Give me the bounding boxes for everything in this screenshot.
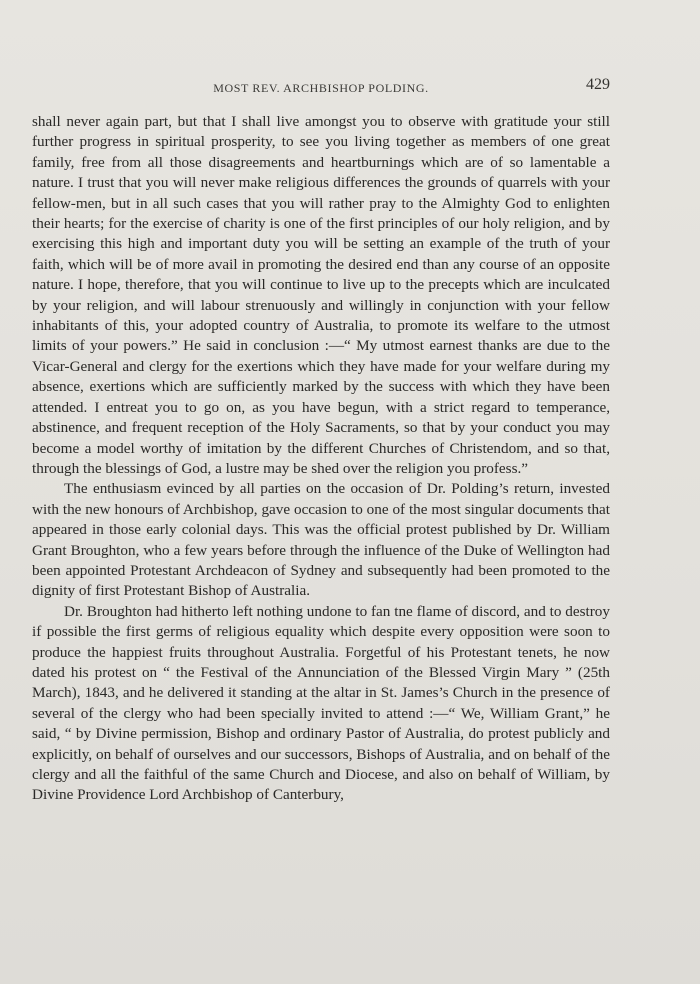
paragraph-continued: shall never again part, but that I shall live amongst you to observe with gratitude your still further progress in spiritual prosperity, to see you living together as members of one great family, free from all those disagreements and heartburnings which are of so lamentable a nature. I trust that you will never make religious differences the grounds of quarrels with your fellow-men, but in all such cases that you will rather pray to the Almighty God to enlighten their hearts; for the exercise of charity is one of the first principles of our holy religion, and by exercising this high and important duty you will be setting an example of the truth of your faith, which will be of more avail in promoting the desired end than any course of an opposite nature. I hope, therefore, that you will continue to live up to the precepts which are inculcated by your religion, and will labour strenuously and willingly in conjunction with your fellow inhabitants of this, your adopted country of Australia, to promote its welfare to the utmost limits of your powers.” He said in conclusion :—“ My utmost earnest thanks are due to the Vicar-General and clergy for the exertions which they have made for your welfare during my absence, exertions which are sufficiently marked by the success with which they have been attended. I entreat you to go on, as you have begun, with a strict regard to temperance, abstinence, and frequent reception of the Holy Sacraments, so that by your conduct you may become a model worthy of imitation by the different Churches of Christendom, and so that, through the blessings of God, a lustre may be shed over the religion you profess.” (32, 113, 610, 477)
paragraph-broughton: Dr. Broughton had hitherto left nothing undone to fan tne flame of discord, and to destroy if possible the first germs of religious equality which despite every opposition were soon to produce the happiest fruits throughout Australia. Forgetful of his Protestant tenets, he now dated his protest on “ the Festival of the Annunciation of the Blessed Virgin Mary ” (25th March), 1843, and he delivered it standing at the altar in St. James’s Church in the presence of several of the clergy who had been specially invited to attend :—“ We, William Grant,” he said, “ by Divine permission, Bishop and ordinary Pastor of Australia, do protest publicly and explicitly, on behalf of ourselves and our successors, Bishops of Australia, and on behalf of the clergy and all the faithful of the same Church and Diocese, and also on behalf of William, by Divine Providence Lord Archbishop of Canterbury, (32, 602, 610, 804)
running-head: MOST REV. ARCHBISHOP POLDING. (213, 81, 429, 95)
page-number: 429 (586, 76, 610, 93)
body-text (32, 112, 610, 806)
page-header (32, 76, 610, 98)
paragraph-enthusiasm: The enthusiasm evinced by all parties on the occasion of Dr. Polding’s return, invested with the new honours of Archbishop, gave occasion to one of the most singular documents that appeared in those early colonial days. This was the official protest published by Dr. William Grant Broughton, who a few years before through the influence of the Duke of Wellington had been appointed Protestant Archdeacon of Sydney and subsequently had been promoted to the dignity of first Protestant Bishop of Australia. (32, 480, 610, 600)
